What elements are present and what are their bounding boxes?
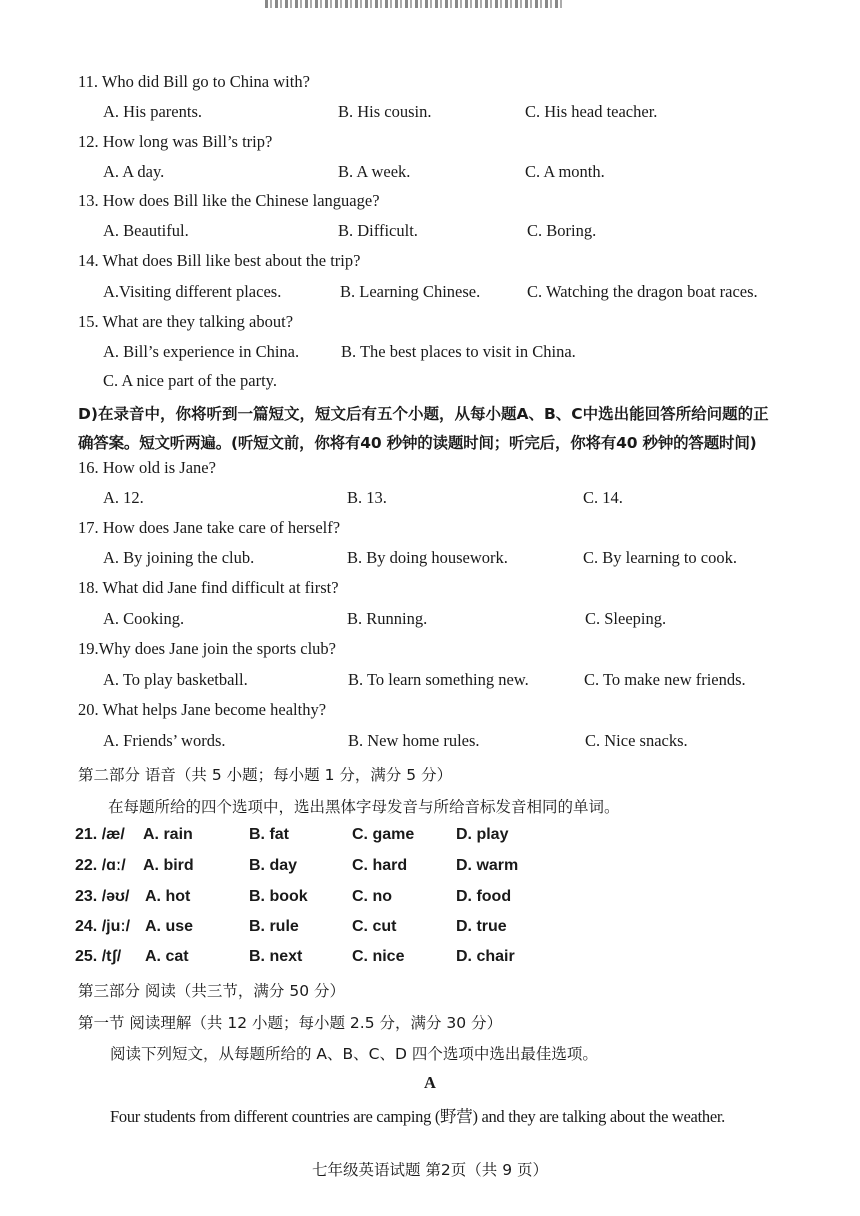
option: D. true bbox=[456, 918, 507, 935]
option: C. His head teacher. bbox=[525, 102, 658, 121]
option: A. bird bbox=[143, 857, 194, 874]
option: C. To make new friends. bbox=[584, 670, 746, 689]
option: B. The best places to visit in China. bbox=[341, 342, 576, 361]
option: C. A month. bbox=[525, 162, 605, 181]
question-15: 15. What are they talking about? bbox=[78, 312, 294, 331]
phonetic-item-21: 21. /æ/ bbox=[75, 826, 125, 843]
option: B. By doing housework. bbox=[347, 548, 508, 567]
option: D. food bbox=[456, 888, 512, 905]
option: A. Friends’ words. bbox=[103, 731, 226, 750]
option: B. New home rules. bbox=[348, 731, 480, 750]
option: A.Visiting different places. bbox=[103, 282, 282, 301]
option: C. A nice part of the party. bbox=[103, 371, 277, 390]
passage-label: A bbox=[424, 1073, 436, 1092]
option: B. next bbox=[249, 948, 303, 965]
option: C. 14. bbox=[583, 488, 623, 507]
option: B. Difficult. bbox=[338, 221, 418, 240]
phonetic-item-22: 22. /ɑː/ bbox=[75, 857, 126, 874]
option: C. no bbox=[352, 888, 392, 905]
option: C. nice bbox=[352, 948, 405, 965]
option: B. day bbox=[249, 857, 298, 874]
section-d-instruction: D)在录音中，你将听到一篇短文，短文后有五个小题，从每小题A、B、C中选出能回答所给问题的正 bbox=[78, 405, 769, 423]
option: A. 12. bbox=[103, 488, 144, 507]
question-12: 12. How long was Bill’s trip? bbox=[78, 132, 273, 151]
option: A. Beautiful. bbox=[103, 221, 189, 240]
option: C. Watching the dragon boat races. bbox=[527, 282, 758, 301]
part2-instruction: 在每题所给的四个选项中，选出黑体字母发音与所给音标发音相同的单词。 bbox=[108, 798, 620, 816]
option: D. chair bbox=[456, 948, 515, 965]
question-19: 19.Why does Jane join the sports club? bbox=[78, 639, 336, 658]
option: B. Learning Chinese. bbox=[340, 282, 481, 301]
phonetic-item-23: 23. /əʊ/ bbox=[75, 888, 130, 905]
option: A. His parents. bbox=[103, 102, 202, 121]
option: C. Boring. bbox=[527, 221, 597, 240]
option: B. His cousin. bbox=[338, 102, 432, 121]
option: B. Running. bbox=[347, 609, 428, 628]
question-20: 20. What helps Jane become healthy? bbox=[78, 700, 327, 719]
option: B. A week. bbox=[338, 162, 411, 181]
scan-header-artifact bbox=[265, 0, 565, 8]
question-11: 11. Who did Bill go to China with? bbox=[78, 72, 310, 91]
option: A. By joining the club. bbox=[103, 548, 255, 567]
option: B. fat bbox=[249, 826, 289, 843]
phonetic-item-25: 25. /tʃ/ bbox=[75, 948, 122, 965]
option: D. play bbox=[456, 826, 509, 843]
option: B. rule bbox=[249, 918, 299, 935]
part3-instruction: 阅读下列短文，从每题所给的 A、B、C、D 四个选项中选出最佳选项。 bbox=[110, 1045, 598, 1063]
option: A. rain bbox=[143, 826, 193, 843]
question-17: 17. How does Jane take care of herself? bbox=[78, 518, 341, 537]
option: C. cut bbox=[352, 918, 397, 935]
question-16: 16. How old is Jane? bbox=[78, 458, 216, 477]
option: C. game bbox=[352, 826, 415, 843]
option: A. Cooking. bbox=[103, 609, 185, 628]
option: C. Nice snacks. bbox=[585, 731, 688, 750]
phonetic-item-24: 24. /juː/ bbox=[75, 918, 131, 935]
option: C. hard bbox=[352, 857, 408, 874]
part3-section1-title: 第一节 阅读理解（共 12 小题；每小题 2.5 分，满分 30 分） bbox=[78, 1014, 503, 1032]
section-d-instruction-2: 确答案。短文听两遍。(听短文前，你将有40 秒钟的读题时间；听完后，你将有40 秒钟的答题时间) bbox=[78, 434, 757, 452]
page-footer: 七年级英语试题 第2页（共 9 页） bbox=[311, 1161, 548, 1179]
question-13: 13. How does Bill like the Chinese language? bbox=[78, 191, 380, 210]
part2-title: 第二部分 语音（共 5 小题；每小题 1 分，满分 5 分） bbox=[78, 766, 453, 784]
option: B. book bbox=[249, 888, 308, 905]
option: C. By learning to cook. bbox=[583, 548, 737, 567]
question-14: 14. What does Bill like best about the trip? bbox=[78, 251, 361, 270]
passage-text: Four students from different countries are camping (野营) and they are talking about the weather. bbox=[110, 1107, 725, 1126]
option: A. cat bbox=[145, 948, 189, 965]
option: A. hot bbox=[145, 888, 191, 905]
option: D. warm bbox=[456, 857, 519, 874]
question-18: 18. What did Jane find difficult at first? bbox=[78, 578, 339, 597]
option: B. 13. bbox=[347, 488, 387, 507]
option: A. use bbox=[145, 918, 194, 935]
option: C. Sleeping. bbox=[585, 609, 667, 628]
option: A. Bill’s experience in China. bbox=[103, 342, 300, 361]
option: A. To play basketball. bbox=[103, 670, 248, 689]
option: A. A day. bbox=[103, 162, 165, 181]
part3-title: 第三部分 阅读（共三节，满分 50 分） bbox=[78, 982, 346, 1000]
option: B. To learn something new. bbox=[348, 670, 529, 689]
